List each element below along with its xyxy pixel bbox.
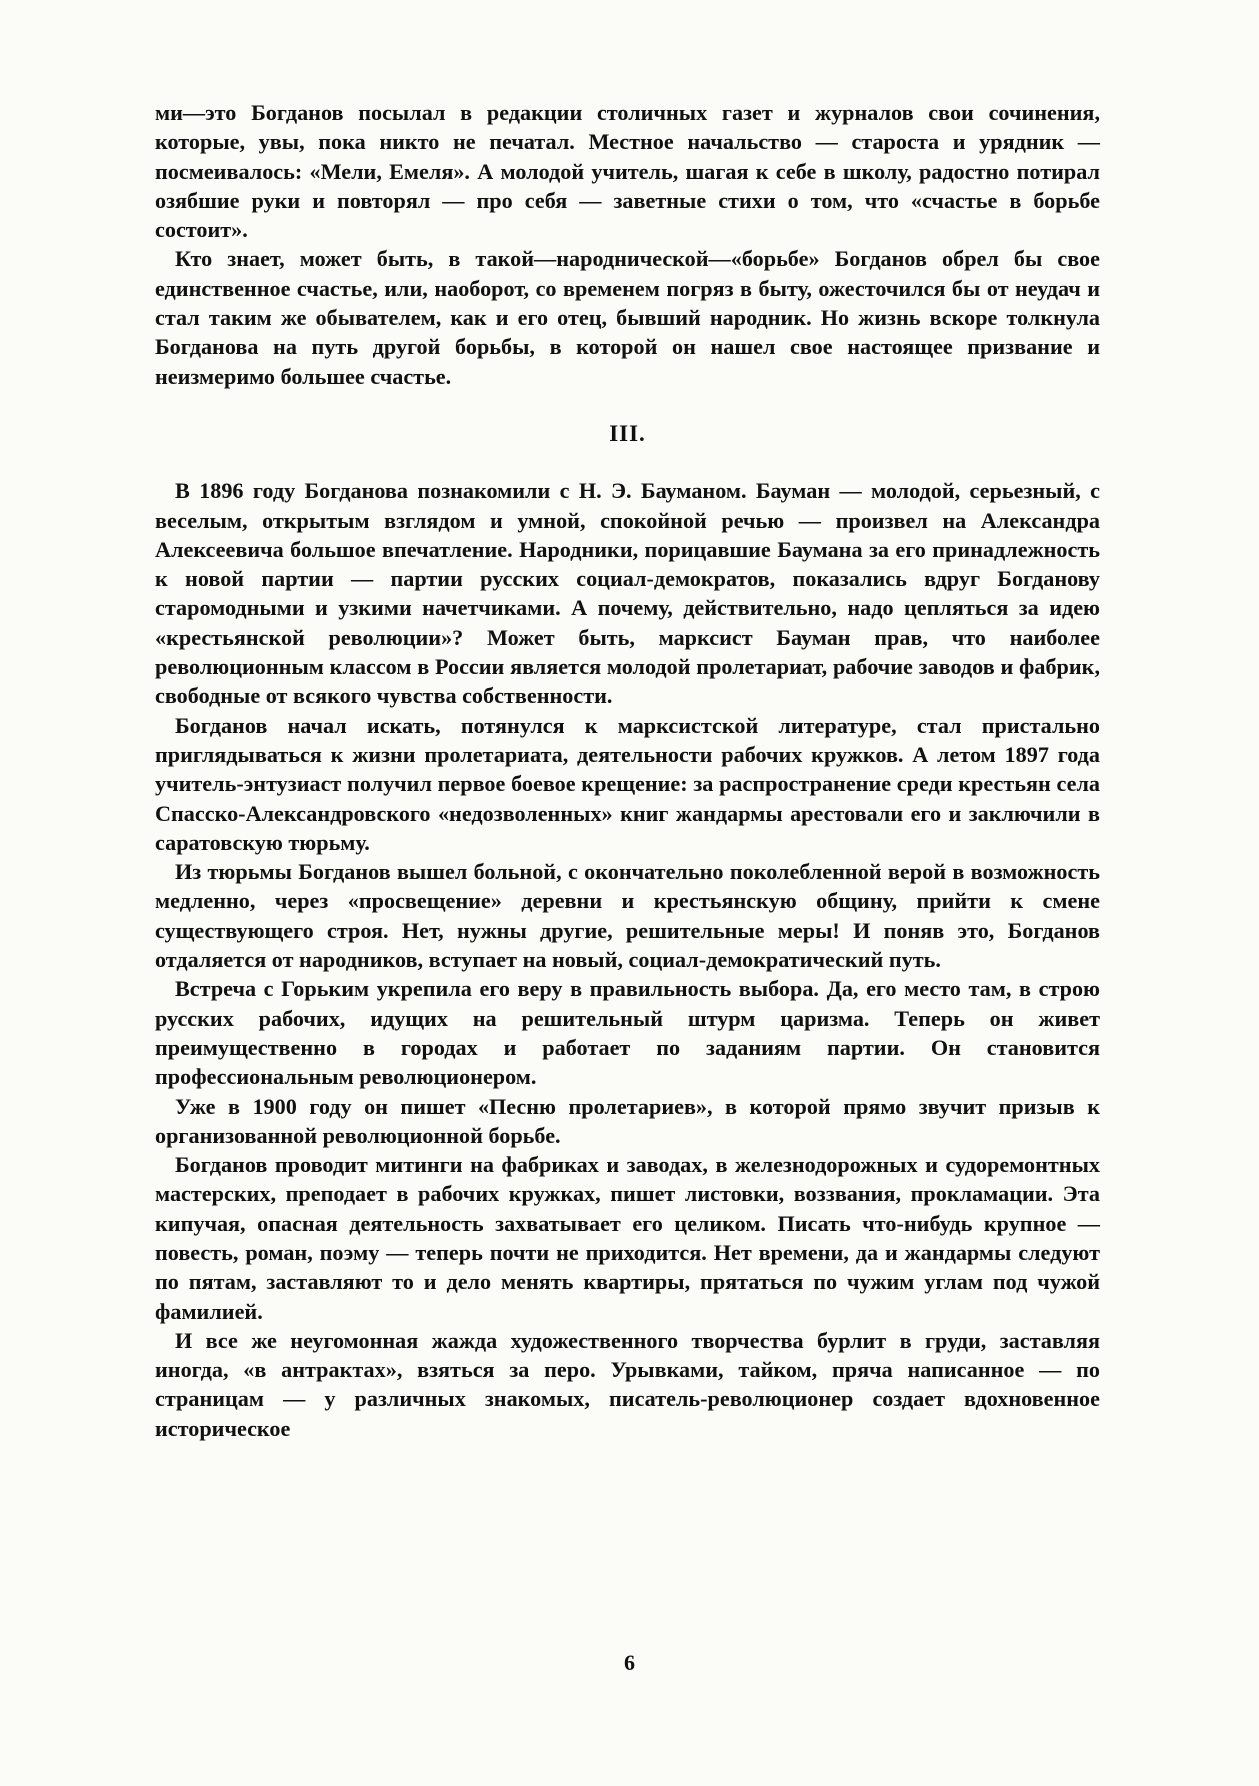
paragraph: Из тюрьмы Богданов вышел больной, с окончательно поколебленной верой в возможность медленно, через «просвещение» деревни и крестьянскую общину, прийти к смене существующего строя. Нет, нужны другие, решительные меры! И поняв это, Богданов отдаляется от народников, вступает на новый, социал-демократический путь.: [155, 859, 1100, 973]
section-heading: III.: [609, 420, 646, 446]
paragraph: Встреча с Горьким укрепила его веру в правильность выбора. Да, его место там, в строю русских рабочих, идущих на решительный штурм царизма. Теперь он живет преимущественно в городах и работает по заданиям партии. Он становится профессиональным революционером.: [155, 976, 1100, 1090]
paragraph: И все же неугомонная жажда художественного творчества бурлит в груди, заставляя иногда, «в антрактах», взяться за перо. Урывками, тайком, пряча написанное — по страницам — у различных знакомых, писатель-революционер создает вдохновенное историческое: [155, 1327, 1100, 1441]
paragraph: Богданов начал искать, потянулся к марксистской литературе, стал пристально приглядываться к жизни пролетариата, деятельности рабочих кружков. А летом 1897 года учитель-энтузиаст получил первое боевое крещение: за распространение среди крестьян села Спасско-Александровского «недозволенных» книг жандармы арестовали его и заключили в саратовскую тюрьму.: [155, 712, 1100, 855]
page-number: 6: [624, 1650, 635, 1675]
text-column: [155, 98, 1100, 1443]
paragraph: Богданов проводит митинги на фабриках и заводах, в железнодорожных и судоремонтных мастерских, преподает в рабочих кружках, пишет листовки, воззвания, прокламации. Эта кипучая, опасная деятельность захватывает его целиком. Писать что-нибудь крупное — повесть, роман, поэму — теперь почти не приходится. Нет времени, да и жандармы следуют по пятам, заставляют то и дело менять квартиры, прятаться по чужим углам под чужой фамилией.: [155, 1152, 1100, 1324]
paragraph: В 1896 году Богданова познакомили с Н. Э. Бауманом. Бауман — молодой, серьезный, с веселым, открытым взглядом и умной, спокойной речью — произвел на Александра Алексеевича большое впечатление. Народники, порицавшие Баумана за его принадлежность к новой партии — партии русских социал-демократов, показались вдруг Богданову старомодными и узкими начетчиками. А почему, действительно, надо цепляться за идею «крестьянской революции»? Может быть, марксист Бауман прав, что наиболее революционным классом в России является молодой пролетариат, рабочие заводов и фабрик, свободные от всякого чувства собственности.: [155, 478, 1100, 709]
paragraph: Кто знает, может быть, в такой—народнической—«борьбе» Богданов обрел бы свое единственное счастье, или, наоборот, со временем погряз в быту, ожесточился бы от неудач и стал таким же обывателем, как и его отец, бывший народник. Но жизнь вскоре толкнула Богданова на путь другой борьбы, в которой он нашел свое настоящее призвание и неизмеримо большее счастье.: [155, 246, 1100, 389]
paragraph: Уже в 1900 году он пишет «Песню пролетариев», в которой прямо звучит призыв к организованной революционной борьбе.: [155, 1093, 1100, 1148]
paragraph-continued: ми—это Богданов посылал в редакции столичных газет и журналов свои сочинения, которые, увы, пока никто не печатал. Местное начальство — староста и урядник — посмеивалось: «Мели, Емеля». А молодой учитель, шагая к себе в школу, радостно потирал озябшие руки и повторял — про себя — заветные стихи о том, что «счастье в борьбе состоит».: [155, 100, 1100, 243]
